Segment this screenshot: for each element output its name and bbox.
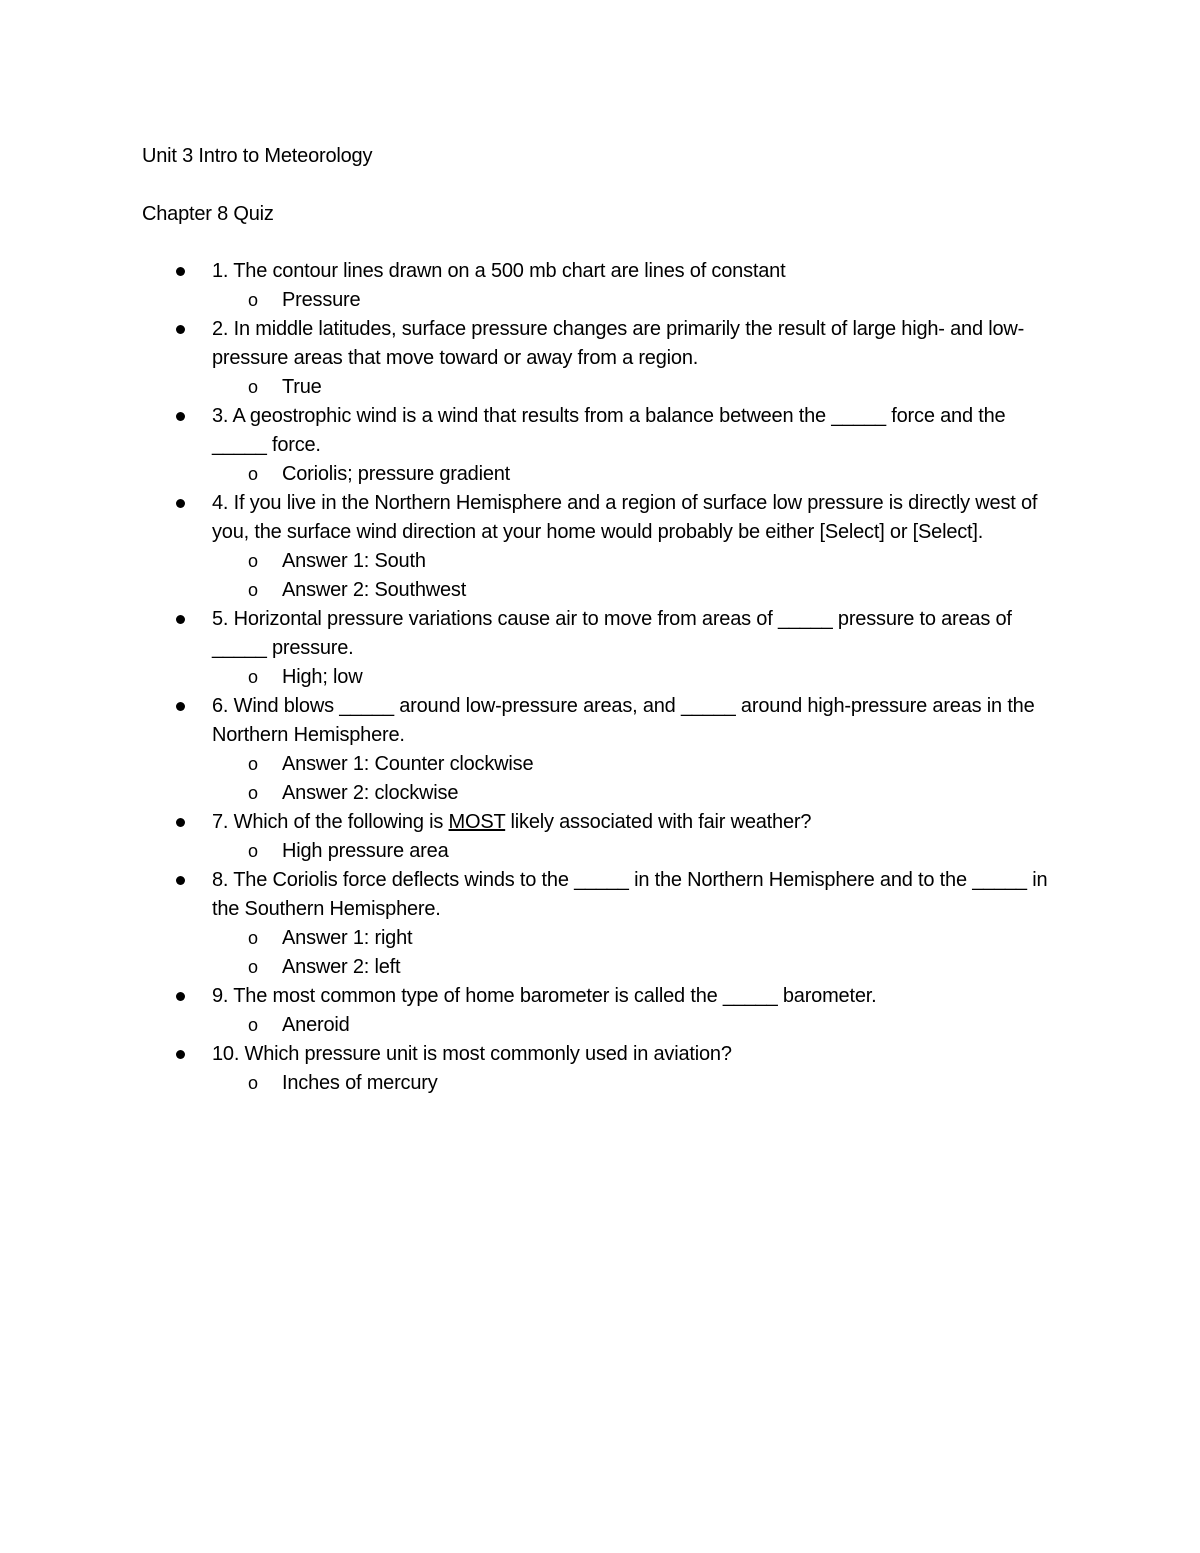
question-item — [142, 808, 1072, 866]
question-text: 9. The most common type of home barometer is called the _____ barometer. — [212, 985, 877, 1007]
answer-text: Answer 2: clockwise — [282, 782, 459, 804]
bullet-icon — [176, 267, 185, 276]
question-text: 2. In middle latitudes, surface pressure changes are primarily the result of large high- and low-pressure areas that move toward or away from a region. — [212, 318, 1025, 369]
answer-text: Coriolis; pressure gradient — [282, 463, 511, 485]
question-item — [142, 315, 1072, 402]
circle-bullet-icon: o — [248, 928, 258, 948]
question-text — [212, 808, 1072, 837]
question-list — [142, 257, 1072, 1098]
circle-bullet-icon: o — [248, 841, 258, 861]
answer-item — [212, 953, 1072, 982]
answer-list — [212, 1069, 1072, 1098]
answer-item — [212, 837, 1072, 866]
answer-text: Aneroid — [282, 1014, 350, 1036]
answer-list — [212, 837, 1072, 866]
question-item — [142, 692, 1072, 808]
answer-text: Answer 1: right — [282, 927, 413, 949]
bullet-icon — [176, 412, 185, 421]
answer-item — [212, 663, 1072, 692]
circle-bullet-icon: o — [248, 290, 258, 310]
question-emphasis: MOST — [448, 811, 506, 833]
bullet-icon — [176, 325, 185, 334]
answer-text: Answer 1: South — [282, 550, 426, 572]
bullet-icon — [176, 1050, 185, 1059]
answer-item — [212, 286, 1072, 315]
answer-text: Answer 1: Counter clockwise — [282, 753, 534, 775]
question-text: 5. Horizontal pressure variations cause air to move from areas of _____ pressure to areas of _____ pressure. — [212, 608, 1012, 659]
question-item — [142, 866, 1072, 982]
bullet-icon — [176, 876, 185, 885]
circle-bullet-icon: o — [248, 551, 258, 571]
answer-list — [212, 286, 1072, 315]
answer-text: Answer 2: left — [282, 956, 401, 978]
question-item — [142, 982, 1072, 1040]
circle-bullet-icon: o — [248, 754, 258, 774]
unit-title: Unit 3 Intro to Meteorology — [142, 145, 373, 167]
answer-list — [212, 373, 1072, 402]
answer-item — [212, 750, 1072, 779]
question-item — [142, 605, 1072, 692]
circle-bullet-icon: o — [248, 667, 258, 687]
answer-list — [212, 547, 1072, 605]
circle-bullet-icon: o — [248, 783, 258, 803]
answer-text: Answer 2: Southwest — [282, 579, 467, 601]
answer-item — [212, 547, 1072, 576]
bullet-icon — [176, 702, 185, 711]
question-item — [142, 257, 1072, 315]
bullet-icon — [176, 499, 185, 508]
answer-item — [212, 576, 1072, 605]
answer-text: High pressure area — [282, 840, 449, 862]
question-item — [142, 1040, 1072, 1098]
answer-item — [212, 924, 1072, 953]
answer-list — [212, 460, 1072, 489]
circle-bullet-icon: o — [248, 957, 258, 977]
question-text: 8. The Coriolis force deflects winds to the _____ in the Northern Hemisphere and to the _____ in the Southern Hemisphere. — [212, 869, 1048, 920]
answer-list — [212, 750, 1072, 808]
answer-list — [212, 663, 1072, 692]
question-text-end: likely associated with fair weather? — [505, 811, 812, 833]
answer-text: Pressure — [282, 289, 361, 311]
circle-bullet-icon: o — [248, 580, 258, 600]
answer-item — [212, 460, 1072, 489]
bullet-icon — [176, 818, 185, 827]
circle-bullet-icon: o — [248, 1073, 258, 1093]
bullet-icon — [176, 615, 185, 624]
question-item — [142, 402, 1072, 489]
question-text: 6. Wind blows _____ around low-pressure areas, and _____ around high-pressure areas in the Northern Hemisphere. — [212, 695, 1035, 746]
circle-bullet-icon: o — [248, 377, 258, 397]
bullet-icon — [176, 992, 185, 1001]
question-text-start: 7. Which of the following is — [212, 811, 449, 833]
answer-item — [212, 373, 1072, 402]
answer-list — [212, 924, 1072, 982]
circle-bullet-icon: o — [248, 464, 258, 484]
answer-item — [212, 779, 1072, 808]
question-text: 10. Which pressure unit is most commonly used in aviation? — [212, 1043, 732, 1065]
question-text: 4. If you live in the Northern Hemisphere and a region of surface low pressure is directly west of you, the surface wind direction at your home would probably be either [Select] or [Select]. — [212, 492, 1038, 543]
chapter-title: Chapter 8 Quiz — [142, 203, 274, 225]
answer-item — [212, 1069, 1072, 1098]
answer-list — [212, 1011, 1072, 1040]
question-item — [142, 489, 1072, 605]
circle-bullet-icon: o — [248, 1015, 258, 1035]
answer-text: High; low — [282, 666, 363, 688]
answer-item — [212, 1011, 1072, 1040]
question-text: 1. The contour lines drawn on a 500 mb chart are lines of constant — [212, 260, 786, 282]
answer-text: True — [282, 376, 322, 398]
question-text: 3. A geostrophic wind is a wind that results from a balance between the _____ force and the _____ force. — [212, 405, 1006, 456]
answer-text: Inches of mercury — [282, 1072, 438, 1094]
